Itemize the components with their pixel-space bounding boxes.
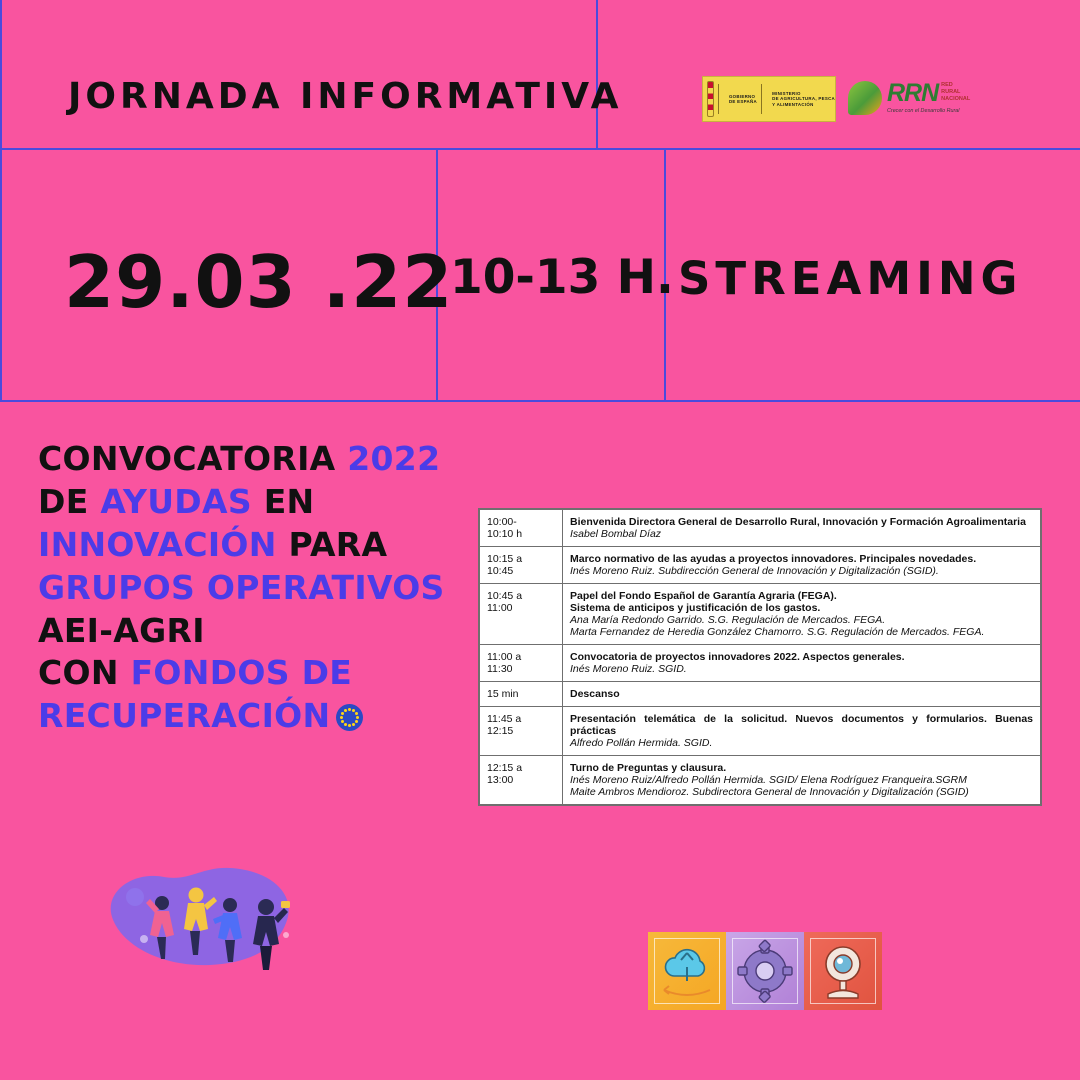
table-row (480, 547, 1041, 584)
agenda-row-time: 10:45 a 11:00 (480, 584, 563, 645)
headline-line-3: INNOVACIÓN PARA (38, 524, 388, 564)
eu-flag-icon (336, 704, 363, 731)
rrn-logo-text (887, 79, 971, 114)
gob-line2: DE ESPAÑA (728, 99, 757, 104)
agenda-row-content: Marco normativo de las ayudas a proyectos innovadores. Principales novedades. Inés Moreno Ruiz. Subdirección General de Innovación y Digitalización (SGID). (563, 547, 1041, 584)
headline-line-4: GRUPOS OPERATIVOS (38, 567, 445, 607)
bottom-icon-trio (648, 932, 882, 1010)
event-mode: STREAMING (678, 252, 1023, 305)
headline-block (38, 438, 468, 738)
agenda-row-time: 11:45 a 12:15 (480, 707, 563, 756)
cloud-upload-icon (648, 932, 726, 1010)
table-row (480, 645, 1041, 682)
gob-line3: MINISTERIO (772, 91, 801, 97)
rrn-tagline: Crecer con el Desarrollo Rural (887, 108, 960, 114)
leaf-icon (848, 81, 882, 115)
gobierno-de-espana-logo (702, 76, 836, 122)
webcam-icon (804, 932, 882, 1010)
agenda-row-content: Bienvenida Directora General de Desarrollo Rural, Innovación y Formación Agroalimentaria Isabel Bombal Díaz (563, 510, 1041, 547)
headline-line-1: CONVOCATORIA 2022 (38, 439, 441, 478)
rrn-subtitle: RED RURAL NACIONAL (941, 82, 971, 102)
headline-line-7: RECUPERACIÓN (38, 695, 468, 738)
divider-middle (0, 400, 1080, 402)
celebrating-people-illustration (100, 855, 330, 980)
event-date: 29.03 .22 (64, 240, 454, 324)
agenda-row-content: Turno de Preguntas y clausura. Inés Moreno Ruiz/Alfredo Pollán Hermida. SGID/ Elena Rodríguez Franqueira.SGRM Maite Ambros Mendioroz. Subdirectora General de Innovación y Digitalización (SGID) (563, 756, 1041, 805)
table-row (480, 707, 1041, 756)
table-row (480, 682, 1041, 707)
agenda-table (478, 508, 1042, 806)
rrn-acronym: RRN (887, 79, 939, 107)
red-rural-nacional-logo (848, 74, 988, 122)
agenda-row-time: 11:00 a 11:30 (480, 645, 563, 682)
page-title: JORNADA INFORMATIVA (68, 76, 623, 117)
headline-line-6: CON FONDOS DE (38, 653, 353, 693)
agenda-row-time: 10:00- 10:10 h (480, 510, 563, 547)
gobierno-logo-text (729, 94, 757, 104)
gob-line5: Y ALIMENTACIÓN (772, 101, 814, 107)
spain-coat-of-arms-icon (707, 81, 714, 117)
gear-icon (726, 932, 804, 1010)
agenda-row-content: Presentación telemática de la solicitud. Nuevos documentos y formularios. Buenas prácticas Alfredo Pollán Hermida. SGID. (563, 707, 1041, 756)
agenda-row-time: 15 min (480, 682, 563, 707)
table-row (480, 756, 1041, 805)
gob-line4: DE AGRICULTURA, PESCA (772, 96, 836, 102)
headline-line-5: AEI-AGRI (38, 610, 205, 650)
gob-line1: GOBIERNO (728, 93, 756, 99)
agenda-row-content: Papel del Fondo Español de Garantía Agraria (FEGA). Sistema de anticipos y justificación de los gastos. Ana María Redondo Garrido. S.G. Regulación de Mercados. FEGA. Marta Fernandez de Heredia González Chamorro. S.G. Regulación de Mercados. FEGA. (563, 584, 1041, 645)
agenda-row-time: 10:15 a 10:45 (480, 547, 563, 584)
agenda-row-content: Convocatoria de proyectos innovadores 2022. Aspectos generales. Inés Moreno Ruiz. SGID. (563, 645, 1041, 682)
event-time: 10-13 H. (450, 250, 674, 305)
table-row (480, 510, 1041, 547)
ministerio-logo-text (772, 91, 835, 106)
headline-line-2: DE AYUDAS EN (38, 481, 315, 521)
table-row (480, 584, 1041, 645)
agenda-row-time: 12:15 a 13:00 (480, 756, 563, 805)
header-band (0, 0, 1080, 150)
agenda-row-content: Descanso (563, 682, 1041, 707)
